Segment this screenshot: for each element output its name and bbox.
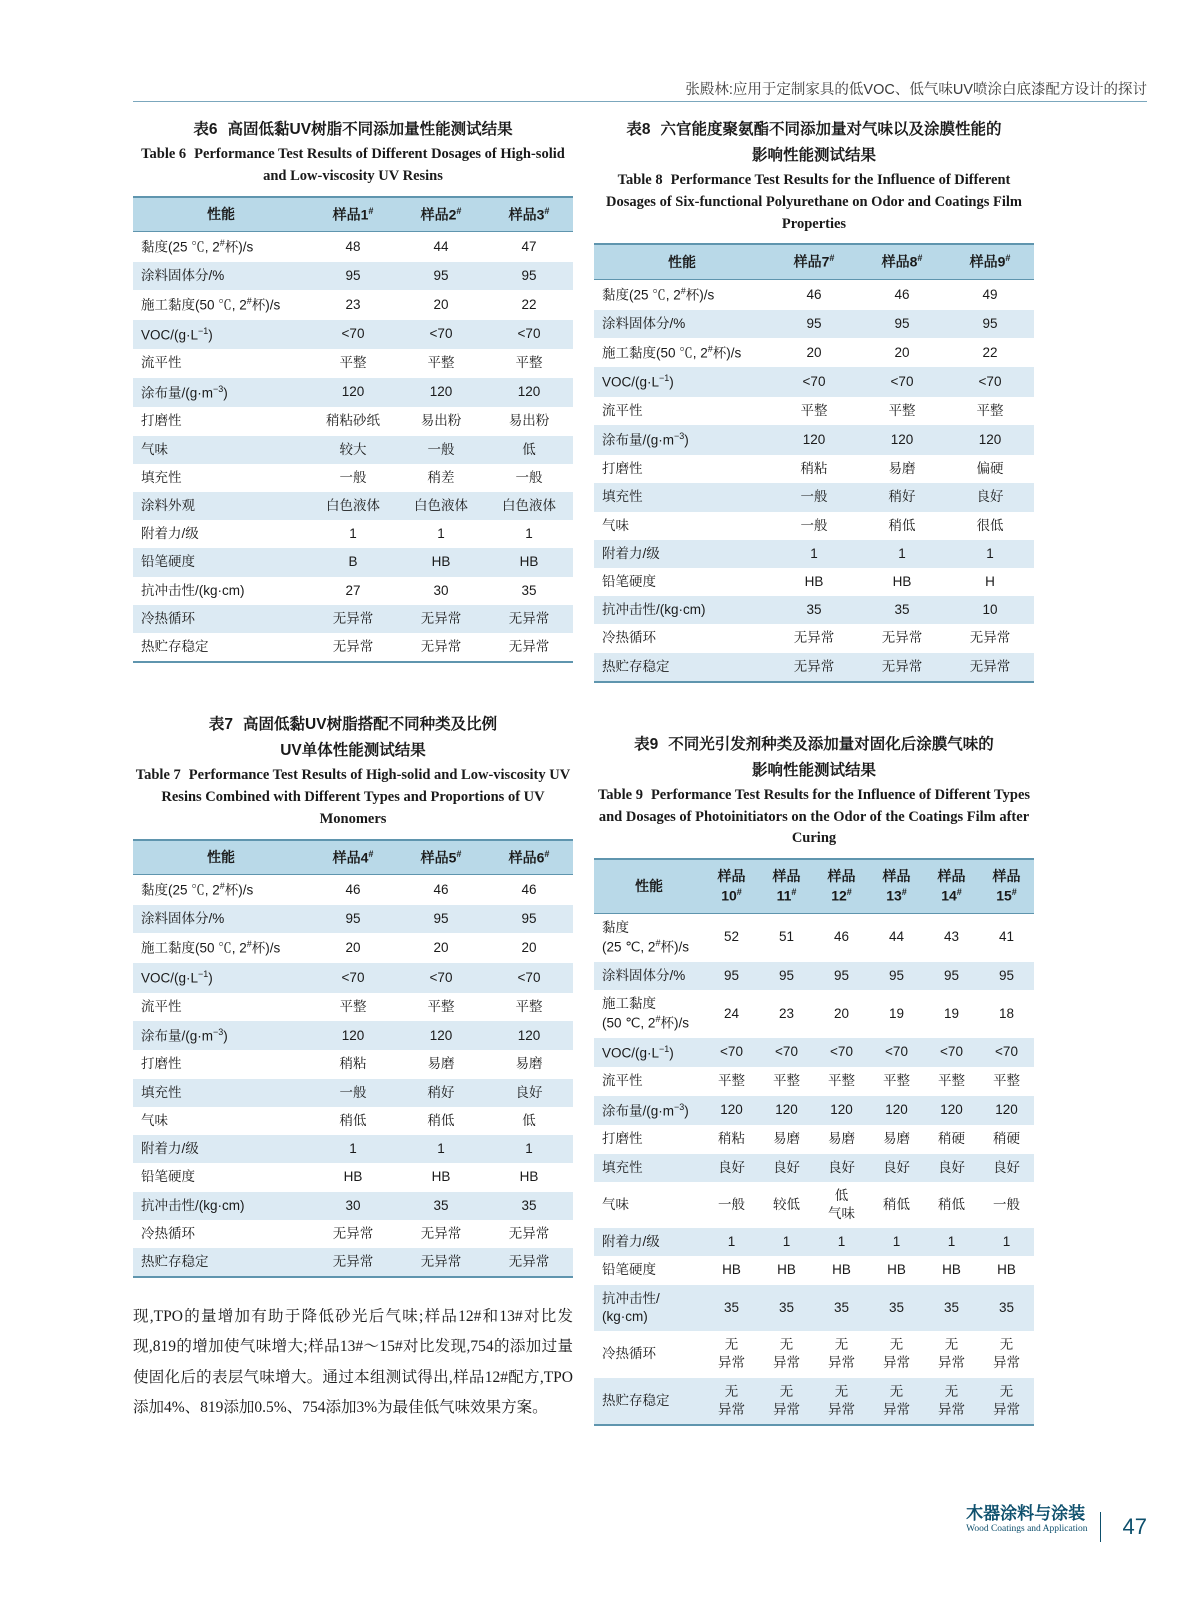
- table-row: 施工黏度(50 ℃, 2#杯)/s 20 20 22: [594, 338, 1034, 368]
- table8-col-2: 样品8#: [858, 244, 946, 279]
- table-row: 热贮存稳定 无异常 无异常 无异常: [594, 653, 1034, 682]
- table-row: VOC/$(g\cdot L^{-1})$ <70 <70 <70 <70 <70 <70: [594, 1038, 1034, 1068]
- table-row: 附着力/级 1 1 1 1 1 1: [594, 1228, 1034, 1256]
- table-row: 填充性 一般 稍好 良好: [133, 1079, 573, 1107]
- table-row: 铅笔硬度 HB HB HB HB HB HB: [594, 1256, 1034, 1284]
- table7-cn-text: 高固低黏UV树脂搭配不同种类及比例: [243, 716, 498, 734]
- table-row: 黏度(25 ℃, 2#杯)/s 46 46 49: [594, 279, 1034, 309]
- table-row: 涂布量$/(g\cdot m^{-3})$ 120 120 120: [133, 378, 573, 408]
- table-row: 涂布量$/(g\cdot m^{-3})$ 120 120 120: [594, 425, 1034, 455]
- table-row: 流平性 平整 平整 平整 平整 平整 平整: [594, 1067, 1034, 1095]
- table6: [133, 196, 573, 664]
- table9-cn-text: 不同光引发剂种类及添加量对固化后涂膜气味的: [668, 735, 994, 753]
- table7-block: [133, 713, 573, 1278]
- table7-cn-title-2: UV单体性能测试结果: [280, 742, 426, 760]
- right-column: [594, 118, 1034, 1436]
- table-row: VOC/$(g\cdot L^{-1})$ <70 <70 <70: [133, 963, 573, 993]
- table9-col-3: 样品 12#: [814, 859, 869, 913]
- table7-en-text: Performance Test Results of High-solid and Low-viscosity UV Resins Combined with Different Types and Proportions of UV Monomers: [161, 767, 571, 827]
- table7-col-2: 样品5#: [397, 840, 485, 875]
- table-row: 抗冲击性/(kg·cm) 30 35 35: [133, 1192, 573, 1220]
- table-row: 涂料固体分/% 95 95 95: [133, 905, 573, 933]
- table9-col-4: 样品 13#: [869, 859, 924, 913]
- table7-cn-number: 表7: [208, 716, 234, 734]
- table8-cn-text: 六官能度聚氨酯不同添加量对气味以及涂膜性能的: [660, 121, 1002, 138]
- table8-cn-title-2: 影响性能测试结果: [751, 147, 876, 165]
- table9-head: [594, 859, 1034, 913]
- table6-cn-number: 表6: [193, 121, 218, 138]
- table-row: 涂料外观 白色液体 白色液体 白色液体: [133, 492, 573, 520]
- table6-header-row: [133, 197, 573, 232]
- table-row: 涂料固体分/% 95 95 95 95 95 95: [594, 962, 1034, 990]
- table7-en-label: Table 7: [135, 767, 181, 784]
- table-row: 热贮存稳定 无异常 无异常 无异常: [133, 633, 573, 662]
- table-row: 铅笔硬度 HB HB H: [594, 568, 1034, 596]
- table9-en-title: [594, 785, 1034, 850]
- table7-col-3: 样品6#: [485, 840, 573, 875]
- table7-header-row: [133, 840, 573, 875]
- table-row: 填充性 一般 稍差 一般: [133, 464, 573, 492]
- table6-block: [133, 118, 573, 663]
- table7-cn-title: [133, 713, 573, 737]
- table7-col-1: 样品4#: [309, 840, 397, 875]
- table9-header-row: [594, 859, 1034, 913]
- table6-col-2: 样品2#: [397, 197, 485, 232]
- table6-cn-title: [133, 118, 573, 142]
- table-row: 涂布量$/(g\cdot m^{-3})$ 120 120 120: [133, 1021, 573, 1051]
- table8: [594, 243, 1034, 683]
- table-row: 附着力/级 1 1 1: [133, 1135, 573, 1163]
- table-row: 流平性 平整 平整 平整: [133, 349, 573, 377]
- table8-en-text: Performance Test Results for the Influence of Different Dosages of Six-functional Polyurethane on Odor and Coatings Film Properties: [606, 172, 1022, 232]
- table6-cn-text: 高固低黏UV树脂不同添加量性能测试结果: [227, 121, 513, 138]
- table-row: 铅笔硬度 HB HB HB: [133, 1163, 573, 1191]
- table9: [594, 858, 1034, 1426]
- table8-head: [594, 244, 1034, 279]
- table-row: 冷热循环 无 异常 无 异常 无 异常 无 异常 无 异常 无 异常: [594, 1331, 1034, 1377]
- table8-en-title: [594, 170, 1034, 235]
- table7-head: [133, 840, 573, 875]
- running-head: 张殿林:应用于定制家具的低VOC、低气味UV喷涂白底漆配方设计的探讨: [685, 82, 1147, 98]
- table-row: 填充性 一般 稍好 良好: [594, 483, 1034, 511]
- table9-en-text: Performance Test Results for the Influence of Different Types and Dosages of Photoinitiators on the Odor of the Coatings Film after Curing: [598, 786, 1031, 847]
- table-row: 气味 稍低 稍低 低: [133, 1107, 573, 1135]
- table9-cn-title: [594, 733, 1034, 757]
- table6-col-1: 样品1#: [309, 197, 397, 232]
- table-row: 冷热循环 无异常 无异常 无异常: [133, 605, 573, 633]
- table8-header-row: [594, 244, 1034, 279]
- page-footer: [966, 1499, 1147, 1542]
- table-row: 抗冲击性/(kg·cm) 27 30 35: [133, 577, 573, 605]
- table-row: 热贮存稳定 无 异常 无 异常 无 异常 无 异常 无 异常 无 异常: [594, 1378, 1034, 1425]
- table-row: 抗冲击性/(kg·cm) 35 35 10: [594, 596, 1034, 624]
- table-row: VOC/$(g\cdot L^{-1})$ <70 <70 <70: [133, 320, 573, 350]
- table-row: 施工黏度 (50 ℃, 2#杯)/s 24 23 20 19 19 18: [594, 990, 1034, 1038]
- page-number: 47: [1122, 1514, 1147, 1539]
- table8-col-3: 样品9#: [946, 244, 1034, 279]
- table-row: VOC/$(g\cdot L^{-1})$ <70 <70 <70: [594, 367, 1034, 397]
- table9-col-6: 样品 15#: [979, 859, 1034, 913]
- table7-body: [133, 875, 573, 1278]
- table-row: 打磨性 稍粘 易磨 易磨: [133, 1050, 573, 1078]
- table-row: 黏度 (25 ℃, 2#杯)/s 52 51 46 44 43 41: [594, 913, 1034, 961]
- table-row: 冷热循环 无异常 无异常 无异常: [133, 1220, 573, 1248]
- table6-en-label: Table 6: [141, 146, 187, 163]
- table-row: 铅笔硬度 B HB HB: [133, 548, 573, 576]
- table-row: 黏度(25 ℃, 2#杯)/s 46 46 46: [133, 875, 573, 905]
- table8-block: [594, 118, 1034, 683]
- body-paragraph: 现,TPO的量增加有助于降低砂光后气味;样品12#和13#对比发现,819的增加使气味增大;样品13#～15#对比发现,754的添加过量使固化后的表层气味增大。通过本组测试得出,样品12#配方,TPO添加4%、819添加0.5%、754添加3%为最佳低气味效果方案。: [133, 1308, 573, 1416]
- table8-en-label: Table 8: [617, 172, 663, 189]
- table-row: 黏度(25 ℃, 2#杯)/s 48 44 47: [133, 232, 573, 262]
- table6-head: [133, 197, 573, 232]
- table8-body: [594, 279, 1034, 682]
- table-row: 流平性 平整 平整 平整: [133, 993, 573, 1021]
- table-row: 附着力/级 1 1 1: [133, 520, 573, 548]
- footer-divider: [1100, 1512, 1101, 1542]
- table8-col-1: 样品7#: [770, 244, 858, 279]
- table-row: 附着力/级 1 1 1: [594, 540, 1034, 568]
- table9-col-2: 样品 11#: [759, 859, 814, 913]
- table6-en-text: Performance Test Results of Different Dosages of High-solid and Low-viscosity UV Resins: [194, 146, 565, 184]
- table-row: 涂料固体分/% 95 95 95: [594, 310, 1034, 338]
- table9-cn-number: 表9: [634, 735, 659, 753]
- table9-col-5: 样品 14#: [924, 859, 979, 913]
- table8-cn-title: [594, 118, 1034, 142]
- table8-col-0: 性能: [594, 244, 770, 279]
- table8-cn-number: 表8: [626, 121, 651, 138]
- table-row: 抗冲击性/ (kg·cm) 35 35 35 35 35 35: [594, 1285, 1034, 1331]
- table7: [133, 839, 573, 1279]
- table-row: 流平性 平整 平整 平整: [594, 397, 1034, 425]
- table6-col-0: 性能: [133, 197, 309, 232]
- table-row: 填充性 良好 良好 良好 良好 良好 良好: [594, 1154, 1034, 1182]
- journal-name-en: Wood Coatings and Application: [966, 1523, 1088, 1534]
- table6-body: [133, 232, 573, 663]
- left-column: [133, 118, 573, 1423]
- table9-body: [594, 913, 1034, 1425]
- header-rule: [133, 101, 1147, 102]
- journal-name-cn: 木器涂料与涂装: [966, 1503, 1086, 1523]
- table9-col-0: 性能: [594, 859, 704, 913]
- table6-col-3: 样品3#: [485, 197, 573, 232]
- table-row: 气味 一般 较低 低 气味 稍低 稍低 一般: [594, 1182, 1034, 1228]
- table-row: 打磨性 稍粘砂纸 易出粉 易出粉: [133, 407, 573, 435]
- table-row: 气味 一般 稍低 很低: [594, 512, 1034, 540]
- table-row: 热贮存稳定 无异常 无异常 无异常: [133, 1248, 573, 1277]
- table-row: 冷热循环 无异常 无异常 无异常: [594, 624, 1034, 652]
- table-row: 施工黏度(50 ℃, 2#杯)/s 20 20 20: [133, 933, 573, 963]
- table-row: 涂料固体分/% 95 95 95: [133, 262, 573, 290]
- table7-col-0: 性能: [133, 840, 309, 875]
- table9-block: [594, 733, 1034, 1426]
- table9-cn-title-2: 影响性能测试结果: [751, 761, 876, 779]
- table-row: 打磨性 稍粘 易磨 易磨 易磨 稍硬 稍硬: [594, 1125, 1034, 1153]
- table6-en-title: [133, 144, 573, 188]
- table9-col-1: 样品 10#: [704, 859, 759, 913]
- table9-en-label: Table 9: [597, 786, 643, 803]
- table-row: 气味 较大 一般 低: [133, 436, 573, 464]
- table-row: 打磨性 稍粘 易磨 偏硬: [594, 455, 1034, 483]
- table-row: 涂布量$/(g\cdot m^{-3})$ 120 120 120 120 120 120: [594, 1096, 1034, 1126]
- table-row: 施工黏度(50 ℃, 2#杯)/s 23 20 22: [133, 290, 573, 320]
- table7-en-title: [133, 765, 573, 830]
